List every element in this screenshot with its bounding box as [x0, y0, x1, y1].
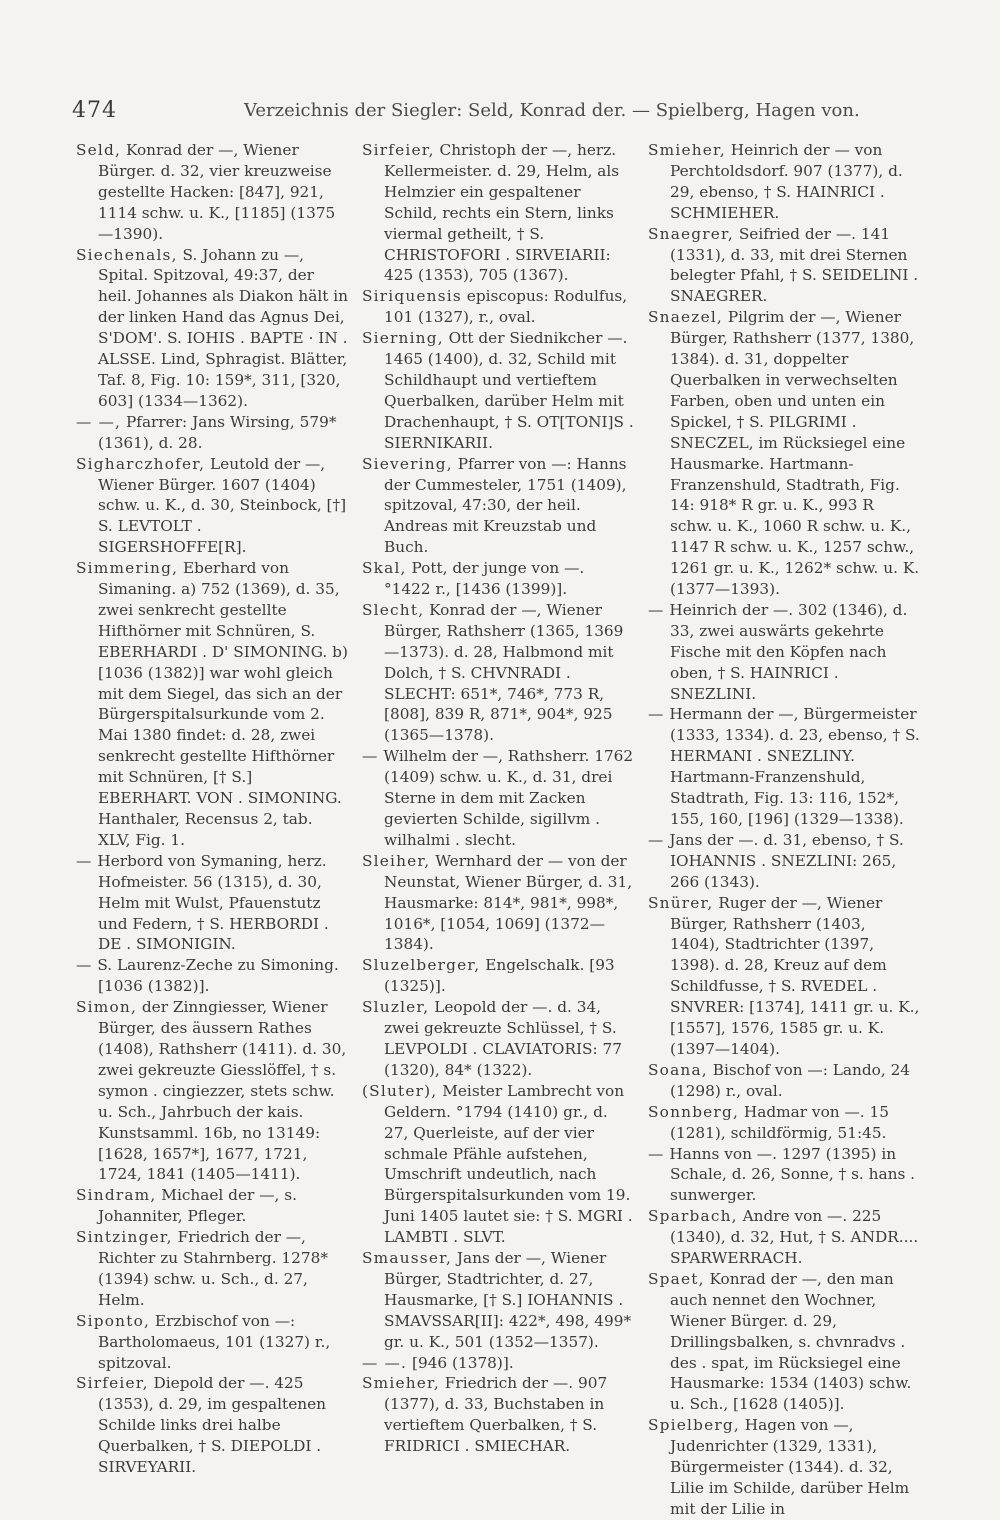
entry-headword: Snaegrer, [648, 224, 734, 243]
index-entry [362, 286, 634, 328]
entry-text: Andre von —. 225 (1340), d. 32, Hut, † S. ANDR.... SPARWERRACH. [670, 1207, 919, 1268]
index-entry [76, 558, 348, 851]
entry-headword: Slecht, [362, 600, 425, 619]
index-entry [362, 997, 634, 1081]
entry-headword: Sluzler, [362, 998, 430, 1017]
entry-headword: Sparbach, [648, 1207, 738, 1226]
entry-text: Hanns von —. 1297 (1395) in Schale, d. 26, Sonne, † s. hans . sunwerger. [664, 1144, 916, 1205]
index-entry [648, 140, 920, 224]
index-entry [648, 704, 920, 829]
index-entry [648, 830, 920, 893]
index-entry [76, 245, 348, 412]
entry-headword: Sirfeier, [76, 1374, 149, 1393]
entry-text: Seifried der —. 141 (1331), d. 33, mit drei Sternen belegter Pfahl, † S. SEIDELINI . SNAEGRER. [670, 224, 919, 306]
entry-text: Jans der —, Wiener Bürger, Stadtrichter, d. 27, Hausmarke, [† S.] IOHANNIS . SMAVSSAR[II]: 422*, 498, 499* gr. u. K., 501 (1352—1357). [384, 1249, 632, 1351]
page-number: 474 [72, 98, 117, 123]
entry-text: [946 (1378)]. [407, 1353, 514, 1372]
entry-headword: Soana, [648, 1060, 708, 1079]
index-entry [362, 851, 634, 956]
entry-headword: Sintzinger, [76, 1228, 173, 1247]
entry-text: Christoph der —, herz. Kellermeister. d. 29, Helm, als Helmzier ein gespaltener Schild, rechts ein Stern, links viermal getheilt, † S. CHRISTOFORI . SIRVEIARII: 425 (1353), 705 (1367). [384, 141, 620, 285]
index-entry [648, 1415, 920, 1520]
entry-headword: Sonnberg, [648, 1102, 740, 1121]
index-entry [362, 454, 634, 559]
entry-headword: — [648, 705, 665, 724]
text-column-3 [648, 140, 920, 1520]
entry-headword: Sigharczhofer, [76, 454, 206, 473]
index-entry [76, 851, 348, 956]
entry-text: Ruger der —, Wiener Bürger, Rathsherr (1403, 1404), Stadtrichter (1397, 1398). d. 28, Kreuz auf dem Schildfusse, † S. RVEDEL . SNVRER: [1374], 1411 gr. u. K., [1557], 1576, 1585 gr. u. K. (1397—1404). [670, 893, 920, 1058]
index-entry [76, 955, 348, 997]
index-entry [648, 1060, 920, 1102]
index-entry [648, 1206, 920, 1269]
entry-headword: — —. [362, 1353, 408, 1372]
entry-headword: — [76, 956, 93, 975]
text-column-1 [76, 140, 348, 1478]
entry-text: Konrad der —, Wiener Bürger, Rathsherr (1365, 1369—1373). d. 28, Halbmond mit Dolch, † S. CHVNRADI . SLECHT: 651*, 746*, 773 R, [808], 839 R, 871*, 904*, 925 (1365—1378). [384, 600, 624, 745]
index-entry [648, 1144, 920, 1207]
entry-headword: — —, [76, 412, 122, 431]
entry-text: Erzbischof von —: Bartholomaeus, 101 (1327) r., spitzoval. [98, 1311, 331, 1372]
entry-text: Friedrich der —, Richter zu Stahrnberg. 1278* (1394) schw. u. Sch., d. 27, Helm. [98, 1228, 328, 1309]
entry-headword: Siechenals, [76, 245, 178, 264]
index-entry [362, 328, 634, 453]
entry-headword: Simmering, [76, 559, 179, 578]
entry-headword: Sirfeier, [362, 141, 435, 159]
entry-headword: — [648, 830, 665, 849]
index-entry [648, 224, 920, 308]
entry-headword: Sierning, [362, 329, 444, 348]
entry-headword: Skal, [362, 559, 407, 578]
entry-text: Jans der —. d. 31, ebenso, † S. IOHANNIS . SNEZLINI: 265, 266 (1343). [664, 830, 904, 891]
entry-headword: Sluzelberger, [362, 956, 481, 975]
entry-text: S. Johann zu —, Spital. Spitzoval, 49:37, der heil. Johannes als Diakon hält in der linken Hand das Agnus Dei, S'DOM'. S. IOHIS . BAPTE · IN . ALSSE. Lind, Sphragist. Blätter, Taf. 8, Fig. 10: 159*, 311, [320, 603] (1334—1362). [98, 245, 349, 410]
index-entry [76, 1373, 348, 1478]
entry-headword: Snaezel, [648, 308, 723, 327]
entry-text: Michael der —, s. Johanniter, Pfleger. [98, 1186, 297, 1226]
entry-text: Ott der Siednikcher —. 1465 (1400), d. 32, Schild mit Schildhaupt und vertieftem Querbalken, darüber Helm mit Drachenhaupt, † S. OT[TONI]S . SIERNIKARII. [384, 329, 634, 452]
entry-text: Engelschalk. [93 (1325)]. [384, 956, 615, 996]
entry-text: Wilhelm der —, Rathsherr. 1762 (1409) schw. u. K., d. 31, drei Sterne in dem mit Zacken gevierten Schilde, sigillvm . wilhalmi . slecht. [378, 747, 634, 849]
entry-headword: — [76, 851, 93, 870]
index-entry [648, 893, 920, 1060]
entry-text: Hermann der —, Bürgermeister (1333, 1334). d. 23, ebenso, † S. HERMANI . SNEZLINY. Hartmann-Franzenshuld, Stadtrath, Fig. 13: 116, 152*, 155, 160, [196] (1329—1338). [664, 705, 920, 828]
running-head: Verzeichnis der Siegler: Seld, Konrad der. — Spielberg, Hagen von. [244, 100, 860, 121]
entry-text: episcopus: Rodulfus, 101 (1327), r., oval. [384, 287, 628, 327]
entry-text: Hadmar von —. 15 (1281), schildförmig, 51:45. [670, 1102, 889, 1142]
entry-text: der Zinngiesser, Wiener Bürger, des äussern Rathes (1408), Rathsherr (1411). d. 30, zwei gekreuzte Giesslöffel, † s. symon . cingiezzer, stets schw. u. Sch., Jahrbuch der kais. Kunstsamml. 16b, no 13149: [1628, 1657*], 1677, 1721, 1724, 1841 (1405—1411). [98, 998, 347, 1184]
page-header [72, 98, 932, 128]
index-entry [362, 1373, 634, 1457]
index-entry [76, 1185, 348, 1227]
index-entry [648, 307, 920, 600]
index-entry [362, 1353, 634, 1374]
entry-text: Eberhard von Simaning. a) 752 (1369), d. 35, zwei senkrecht gestellte Hifthörner mit Schnüren, S. EBERHARDI . D' SIMONING. b) [1036 (1382)] war wohl gleich mit dem Siegel, das sich an der Bürgerspitalsurkunde vom 2. Mai 1380 findet: d. 28, zwei senkrecht gestellte Hifthörner mit Schnüren, [† S.] EBERHART. VON . SIMONING. Hanthaler, Recensus 2, tab. XLV, Fig. 1. [98, 559, 348, 849]
index-entry [362, 140, 634, 286]
entry-text: Heinrich der — von Perchtoldsdorf. 907 (1377), d. 29, ebenso, † S. HAINRICI . SCHMIEHER. [670, 141, 903, 222]
index-entry [76, 1227, 348, 1311]
index-entry [362, 746, 634, 851]
text-column-2 [362, 140, 634, 1457]
entry-text: Friedrich der —. 907 (1377), d. 33, Buchstaben in vertieftem Querbalken, † S. FRIDRICI . SMIECHAR. [384, 1374, 608, 1456]
entry-text: Herbord von Symaning, herz. Hofmeister. 56 (1315), d. 30, Helm mit Wulst, Pfauenstutz und Federn, † S. HERBORDI . DE . SIMONIGIN. [92, 851, 329, 954]
entry-headword: (Sluter), [362, 1081, 438, 1100]
index-entry [648, 1269, 920, 1415]
entry-headword: Simon, [76, 998, 138, 1017]
index-entry [362, 1081, 634, 1248]
entry-text: Diepold der —. 425 (1353), d. 29, im gespaltenen Schilde links drei halbe Querbalken, † S. DIEPOLDI . SIRVEYARII. [98, 1374, 327, 1477]
entry-headword: — [362, 747, 379, 766]
index-entry [76, 412, 348, 454]
entry-text: Leutold der —, Wiener Bürger. 1607 (1404) schw. u. K., d. 30, Steinbock, [†] S. LEVTOLT . SIGERSHOFFE[R]. [98, 454, 347, 557]
entry-headword: Sievering, [362, 454, 453, 473]
entry-text: S. Laurenz-Zeche zu Simoning. [1036 (1382)]. [92, 956, 339, 996]
entry-headword: Siriquensis [362, 287, 462, 306]
entry-headword: Smieher, [362, 1374, 440, 1393]
entry-text: Pfarrer von —: Hanns der Cummesteler, 1751 (1409), spitzoval, 47:30, der heil. Andreas mit Kreuzstab und Buch. [384, 454, 627, 557]
entry-headword: Sleiher, [362, 851, 431, 870]
entry-headword: Smieher, [648, 141, 726, 159]
index-entry [362, 600, 634, 746]
index-entry [648, 1102, 920, 1144]
entry-headword: Smausser, [362, 1249, 453, 1268]
entry-text: Meister Lambrecht von Geldern. °1794 (1410) gr., d. 27, Querleiste, auf der vier schmale Pfähle aufstehen, Umschrift undeutlich, nach Bürgerspitalsurkunden vom 19. Juni 1405 lautet sie: † S. MGRI . LAMBTI . SLVT. [384, 1081, 633, 1247]
index-entry [76, 1311, 348, 1374]
entry-text: Konrad der —, den man auch nennet den Wochner, Wiener Bürger. d. 29, Drillingsbalken, s. chvnradvs . des . spat, im Rücksiegel eine Hausmarke: 1534 (1403) schw. u. Sch., [1628 (1405)]. [670, 1269, 912, 1414]
entry-headword: Sindram, [76, 1186, 157, 1205]
entry-text: Hagen von —, Judenrichter (1329, 1331), Bürgermeister (1344). d. 32, Lilie im Schilde, darüber Helm mit der Lilie in [670, 1416, 910, 1518]
entry-text: Pfarrer: Jans Wirsing, 579* (1361), d. 28. [98, 412, 337, 452]
entry-text: Bischof von —: Lando, 24 (1298) r., oval. [670, 1060, 911, 1100]
entry-headword: Seld, [76, 141, 122, 159]
entry-headword: Spaet, [648, 1269, 705, 1288]
index-entry [362, 558, 634, 600]
index-entry [76, 454, 348, 559]
index-entry [76, 140, 348, 245]
entry-text: Konrad der —, Wiener Bürger. d. 32, vier kreuzweise gestellte Hacken: [847], 921, 1114 schw. u. K., [1185] (1375—1390). [98, 141, 336, 243]
index-entry [648, 600, 920, 705]
entry-headword: Siponto, [76, 1311, 151, 1330]
entry-headword: Spielberg, [648, 1416, 740, 1435]
entry-headword: — [648, 600, 665, 619]
entry-text: Heinrich der —. 302 (1346), d. 33, zwei auswärts gekehrte Fische mit den Köpfen nach oben, † S. HAINRICI . SNEZLINI. [664, 600, 908, 703]
entry-text: Pott, der junge von —. °1422 r., [1436 (1399)]. [384, 559, 585, 599]
entry-text: Wernhard der — von der Neunstat, Wiener Bürger, d. 31, Hausmarke: 814*, 981*, 998*, 1016*, [1054, 1069] (1372—1384). [384, 851, 633, 954]
index-entry [362, 1248, 634, 1353]
entry-text: Pilgrim der —, Wiener Bürger, Rathsherr (1377, 1380, 1384). d. 31, doppelter Querbalken in verwechselten Farben, oben und unten ein Spickel, † S. PILGRIMI . SNECZEL, im Rücksiegel eine Hausmarke. Hartmann-Franzenshuld, Stadtrath, Fig. 14: 918* R gr. u. K., 993 R schw. u. K., 1060 R schw. u. K., 1147 R schw. u. K., 1257 schw., 1261 gr. u. K., 1262* schw. u. K. (1377—1393). [670, 308, 920, 599]
entry-headword: Snürer, [648, 893, 714, 912]
index-entry [362, 955, 634, 997]
entry-headword: — [648, 1144, 665, 1163]
index-entry [76, 997, 348, 1185]
entry-text: Leopold der —. d. 34, zwei gekreuzte Schlüssel, † S. LEVPOLDI . CLAVIATORIS: 77 (1320), 84* (1322). [384, 998, 622, 1079]
